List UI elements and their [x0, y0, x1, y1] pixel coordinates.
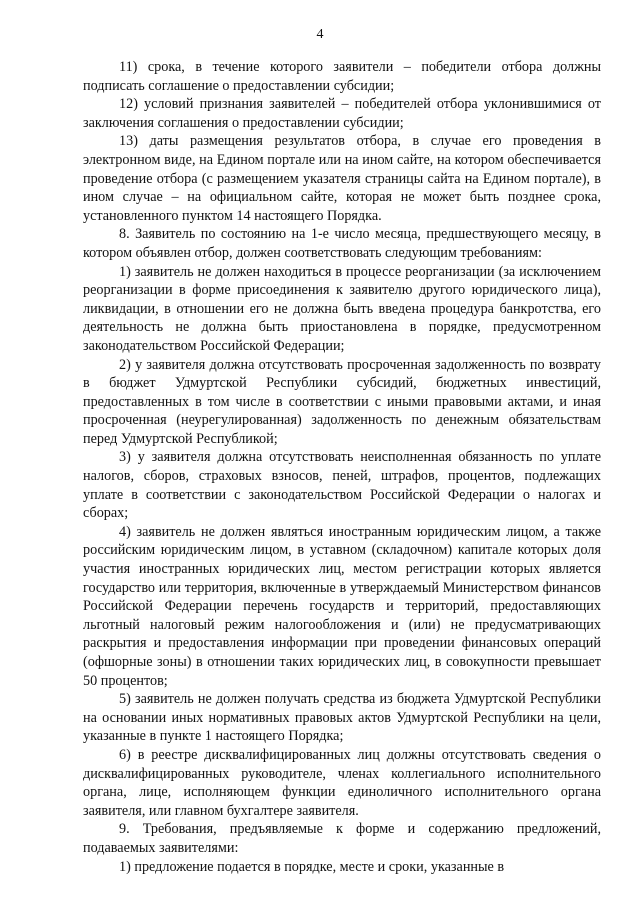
- paragraph-requirement-2: 2) у заявителя должна отсутствовать просроченная задолженность по возврату в бюджет Удмуртской Республики субсидий, бюджетных инвестиций, предоставленных в том числе в соответствии с иными правовыми актами, и иная просроченная (неурегулированная) задолженность по денежным обязательствам перед Удмуртской Республикой;: [83, 356, 601, 447]
- paragraph-requirement-6: 6) в реестре дисквалифицированных лиц должны отсутствовать сведения о дисквалифицированных руководителе, членах коллегиального исполнительного органа, лице, исполняющем функции единоличного исполнительного органа заявителя, или главном бухгалтере заявителя.: [83, 746, 601, 819]
- paragraph-item-12: 12) условий признания заявителей – победителей отбора уклонившимися от заключения соглашения о предоставлении субсидии;: [83, 96, 601, 131]
- paragraph-section-8: 8. Заявитель по состоянию на 1-е число месяца, предшествующего месяцу, в котором объявлен отбор, должен соответствовать следующим требованиям:: [83, 226, 601, 261]
- paragraph-requirement-3: 3) у заявителя должна отсутствовать неисполненная обязанность по уплате налогов, сборов, страховых взносов, пеней, штрафов, процентов, подлежащих уплате в соответствии с законодательством Российской Федерации о налогах и сборах;: [83, 449, 601, 522]
- paragraph-requirement-1: 1) заявитель не должен находиться в процессе реорганизации (за исключением реорганизации в форме присоединения к заявителю другого юридического лица), ликвидации, в отношении его не должна быть введена процедура банкротства, его деятельность не должна быть приостановлена в порядке, предусмотренном законодательством Российской Федерации;: [83, 263, 601, 354]
- paragraph-item-11: 11) срока, в течение которого заявители – победители отбора должны подписать соглашение о предоставлении субсидии;: [83, 59, 601, 94]
- document-body: [83, 58, 601, 876]
- paragraph-item-13: 13) даты размещения результатов отбора, в случае его проведения в электронном виде, на Едином портале или на ином сайте, на котором обеспечивается проведение отбора (с размещением указателя страницы сайта на Едином портале), в ином случае – на официальном сайте, которая не может быть позднее срока, установленного пунктом 14 настоящего Порядка.: [83, 133, 601, 224]
- paragraph-requirement-4: 4) заявитель не должен являться иностранным юридическим лицом, а также российским юридическим лицом, в уставном (складочном) капитале которых доля участия иностранных юридических лиц, местом регистрации которых является государство или территория, включенные в утверждаемый Министерством финансов Российской Федерации перечень государств и территорий, предоставляющих льготный налоговый режим налогообложения и (или) не предусматривающих раскрытия и предоставления информации при проведении финансовых операций (офшорные зоны) в отношении таких юридических лиц, в совокупности превышает 50 процентов;: [83, 523, 601, 689]
- paragraph-requirement-5: 5) заявитель не должен получать средства из бюджета Удмуртской Республики на основании иных нормативных правовых актов Удмуртской Республики на цели, указанные в пункте 1 настоящего Порядка;: [83, 691, 601, 745]
- paragraph-proposal-1: 1) предложение подается в порядке, месте и сроки, указанные в: [119, 858, 505, 875]
- paragraph-section-9: 9. Требования, предъявляемые к форме и содержанию предложений, подаваемых заявителями:: [83, 821, 601, 856]
- page-number: 4: [316, 27, 324, 42]
